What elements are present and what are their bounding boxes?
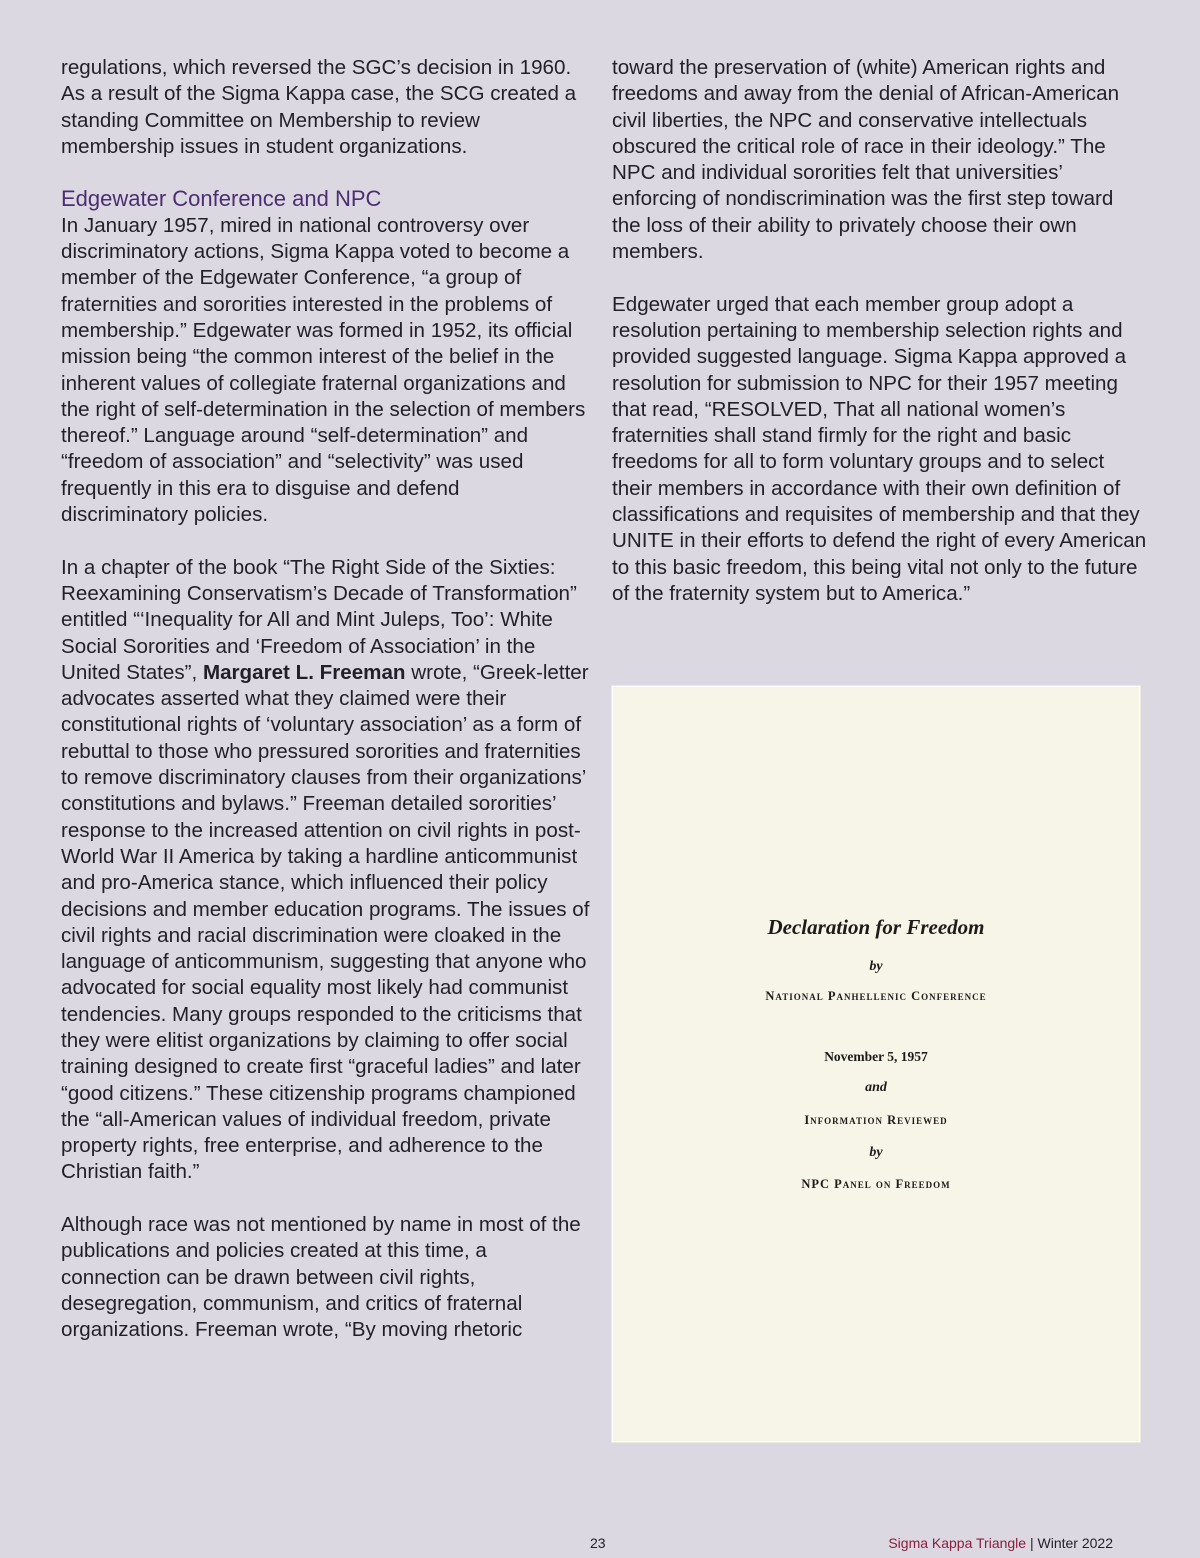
issue-date: Winter 2022 xyxy=(1037,1535,1113,1551)
page-number: 23 xyxy=(590,1535,606,1551)
paragraph: regulations, which reversed the SGC’s decision in 1960. As a result of the Sigma Kappa case, the SCG created a standing Committee on Membership to review membership issues in student organizations. xyxy=(61,56,577,158)
paragraph: toward the preservation of (white) American rights and freedoms and away from the denial of African-American civil liberties, the NPC and conservative intellectuals obscured the critical role of race in their ideology.” The NPC and individual sororities felt that universities’ enforcing of nondiscrimination was the first step toward the loss of their ability to privately choose their own members. xyxy=(612,56,1120,264)
paragraph xyxy=(61,555,591,1186)
document-date: November 5, 1957 xyxy=(824,1049,928,1064)
footer-separator: | xyxy=(1029,1535,1034,1551)
author-name: Margaret L. Freeman xyxy=(202,660,406,684)
document-title: Declaration for Freedom xyxy=(767,915,985,939)
document-and: and xyxy=(865,1080,887,1095)
document-by: by xyxy=(869,1145,883,1160)
document-organization: National Panhellenic Conference xyxy=(765,989,987,1003)
publication-info xyxy=(888,1535,1113,1551)
paragraph: Edgewater urged that each member group adopt a resolution pertaining to membership selection rights and provided suggested language. Sigma Kappa approved a resolution for submission to NPC for their 1957 meeting that read, “RESOLVED, That all national women’s fraternities shall stand firmly for the right and basic freedoms for all to form voluntary groups and to select their members in accordance with their own definition of classifications and requisites of membership and that they UNITE in their efforts to defend the right of every American to this basic freedom, this being vital not only to the future of the fraternity system but to America.” xyxy=(612,292,1147,605)
document-by: by xyxy=(869,959,883,974)
declaration-document-image xyxy=(612,686,1140,1442)
paragraph: Although race was not mentioned by name in most of the publications and policies created at this time, a connection can be drawn between civil rights, desegregation, communism, and critics of fraternal organizations. Freeman wrote, “By moving rhetoric xyxy=(61,1213,581,1342)
left-column xyxy=(61,55,591,1344)
section-heading: Edgewater Conference and NPC xyxy=(61,186,382,212)
document-information-reviewed: Information Reviewed xyxy=(804,1113,948,1127)
document-panel: NPC Panel on Freedom xyxy=(801,1177,951,1191)
paragraph: In January 1957, mired in national controversy over discriminatory actions, Sigma Kappa voted to become a member of the Edgewater Conference, “a group of fraternities and sororities interested in the problems of membership.” Edgewater was formed in 1952, its official mission being “the common interest of the belief in the inherent values of collegiate fraternal organizations and the right of self-determination in the selection of members thereof.” Language around “self-determination” and “freedom of association” and “selectivity” was used frequently in this era to disguise and defend discriminatory policies. xyxy=(61,213,586,527)
paragraph-text: In a chapter of the book “The Right Side of the Sixties: Reexamining Conservatism’s Decade of Transformation” entitled “‘Inequality for All and Mint Juleps, Too’: White Social Sororities and ‘Freedom of Association’ in the United States”, xyxy=(61,555,577,684)
magazine-name: Sigma Kappa Triangle xyxy=(888,1535,1027,1551)
right-column xyxy=(612,55,1147,607)
paragraph-text: wrote, “Greek-letter advocates asserted what they claimed were their constitutional rights of ‘voluntary association’ as a form of rebuttal to those who pressured sororities and fraternities to remove discriminatory clauses from their organizations’ constitutions and bylaws.” Freeman detailed sororities’ response to the increased attention on civil rights in post-World War II America by taking a hardline anticommunist and pro-America stance, which influenced their policy decisions and member education programs. The issues of civil rights and racial discrimination were cloaked in the language of anticommunism, suggesting that anyone who advocated for social equality most likely had communist tendencies. Many groups responded to the criticisms that they were elitist organizations by claiming to offer social training designed to create first “graceful ladies” and later “good citizens.” These citizenship programs championed the “all-American values of individual freedom, private property rights, free enterprise, and adherence to the Christian faith.” xyxy=(61,660,590,1184)
